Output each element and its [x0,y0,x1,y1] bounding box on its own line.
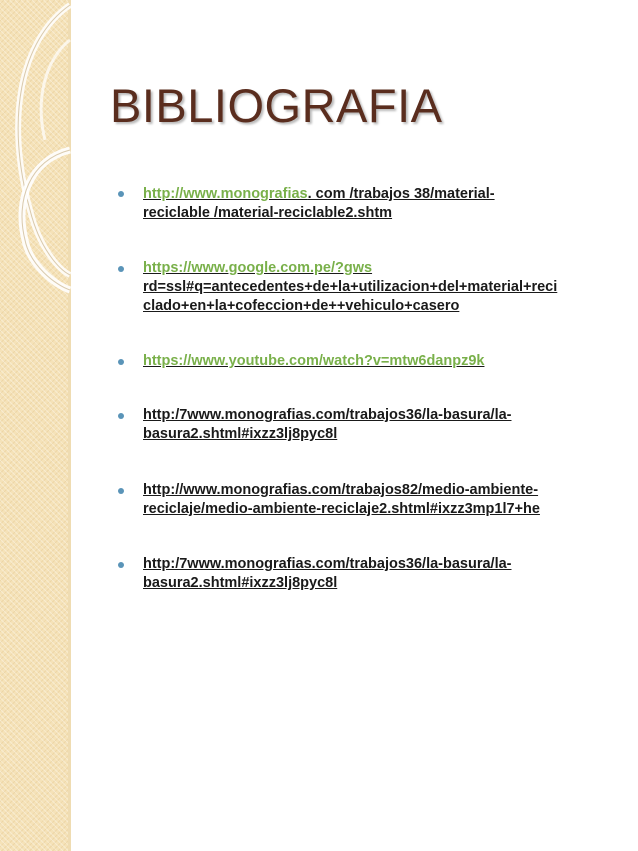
entry-1-link-rest[interactable]: . com /trabajos 38/material- [307,186,495,202]
bibliography-entry-2[interactable] [143,259,623,316]
entry-2-link[interactable]: https://www.google.com.pe/?gws [143,260,373,276]
bullet-4 [118,413,124,419]
entry-1-line-1[interactable] [143,185,623,204]
bullet-3 [118,359,124,365]
entry-6-line-2[interactable]: basura2.shtml#ixzz3lj8pyc8l [143,575,338,591]
entry-1-link[interactable]: http://www.monografias [143,186,308,202]
bibliography-entry-6[interactable] [143,555,623,593]
entry-2-line-3[interactable]: clado+en+la+cofeccion+de++vehiculo+casero [143,298,460,314]
entry-1-line-2[interactable]: reciclable /material-reciclable2.shtm [143,205,393,221]
bullet-6 [118,562,124,568]
slide-title: BIBLIOGRAFIA [110,79,443,132]
entry-3-link[interactable]: https://www.youtube.com/watch?v=mtw6danpz9k [143,353,485,369]
bullet-5 [118,488,124,494]
entry-4-line-2[interactable]: basura2.shtml#ixzz3lj8pyc8l [143,426,338,442]
bibliography-entry-4[interactable] [143,406,623,444]
bullet-1 [118,191,124,197]
entry-4-line-1[interactable]: http:/7www.monografias.com/trabajos36/la-basura/la- [143,407,512,423]
entry-5-line-1[interactable]: http://www.monografias.com/trabajos82/medio-ambiente- [143,482,539,498]
bibliography-entry-3[interactable] [143,352,623,371]
entry-2-line-2[interactable]: rd=ssl#q=antecedentes+de+la+utilizacion+del+material+reci [143,279,558,295]
bibliography-entry-1[interactable] [143,185,623,223]
entry-5-line-2[interactable]: reciclaje/medio-ambiente-reciclaje2.shtml#ixzz3mp1l7+he [143,501,540,517]
bullet-2 [118,266,124,272]
bibliography-entry-5[interactable] [143,481,623,519]
entry-6-line-1[interactable]: http:/7www.monografias.com/trabajos36/la-basura/la- [143,556,512,572]
